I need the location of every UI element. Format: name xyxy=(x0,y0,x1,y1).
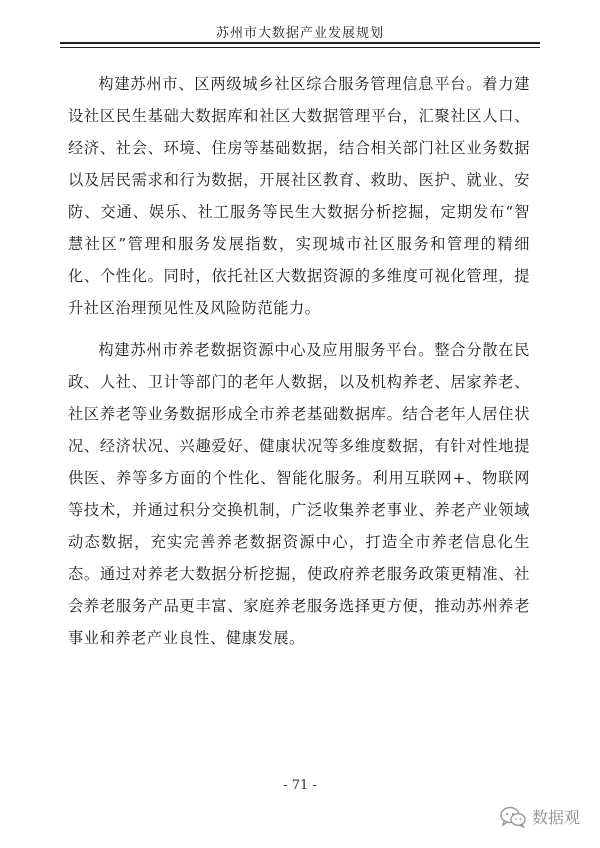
watermark xyxy=(500,805,580,828)
page-number: - 71 - xyxy=(283,778,317,793)
header-rule-thick xyxy=(60,42,540,44)
running-header-title: 苏州市大数据产业发展规划 xyxy=(215,26,384,41)
paragraph-elderly-care-platform: 构建苏州市养老数据资源中心及应用服务平台。整合分散在民政、人社、卫计等部门的老年人数据，以及机构养老、居家养老、社区养老等业务数据形成全市养老基础数据库。结合老年人居住状况、经济状况、兴趣爱好、健康状况等多维度数据，有针对性地提供医、养等多方面的个性化、智能化服务。利用互联网+、物联网等技术，并通过积分交换机制，广泛收集养老事业、养老产业领域动态数据，充实完善养老数据资源中心，打造全市养老信息化生态。通过对养老大数据分析挖掘，使政府养老服务政策更精准、社会养老服务产品更丰富、家庭养老服务选择更方便，推动苏州养老事业和养老产业良性、健康发展。 xyxy=(68,341,530,647)
paragraph-community-platform: 构建苏州市、区两级城乡社区综合服务管理信息平台。着力建设社区民生基础大数据库和社区大数据管理平台，汇聚社区人口、经济、社会、环境、住房等基础数据，结合相关部门社区业务数据以及居民需求和行为数据，开展社区教育、救助、医护、就业、安防、交通、娱乐、社工服务等民生大数据分析挖掘，定期发布“智慧社区”管理和服务发展指数，实现城市社区服务和管理的精细化、个性化。同时，依托社区大数据资源的多维度可视化管理，提升社区治理预见性及风险防范能力。 xyxy=(68,75,530,317)
watermark-text: 数据观 xyxy=(531,808,580,827)
body-text xyxy=(68,68,530,664)
wechat-icon xyxy=(500,806,526,828)
header-rule-thin xyxy=(60,47,540,48)
